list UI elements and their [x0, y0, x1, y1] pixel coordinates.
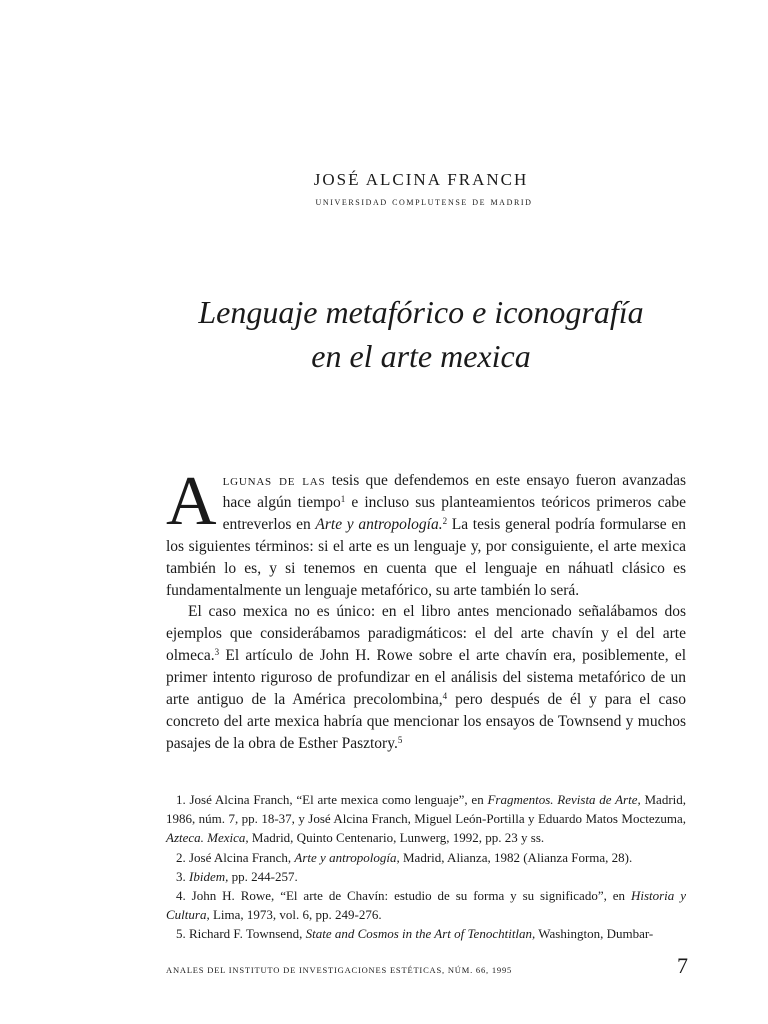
opening-small-caps: lgunas de las — [222, 472, 326, 489]
paragraph-2 — [166, 601, 686, 754]
paragraph-1-text-b: e incluso sus planteamientos teóricos primeros cabe entreverlos en — [222, 493, 687, 533]
paragraph-2-text-b: El artículo de John H. Rowe sobre el arte chavín era, posiblemente, el primer intento riguroso de profundizar en el análisis del sistema metafórico de un arte antiguo de la América precolombina, — [166, 647, 686, 709]
footnote-5-text-b: Washington, Dumbar- — [535, 926, 654, 942]
paragraph-1-text-a: tesis que defendemos en este ensayo fueron avanzadas hace algún tiempo — [222, 472, 686, 511]
author-name: JOSÉ ALCINA FRANCH — [313, 170, 529, 189]
footnote-3-ibidem: Ibidem, — [189, 868, 229, 884]
footnote-2-text-b: Madrid, Alianza, 1982 (Alianza Forma, 28). — [399, 849, 633, 865]
footnote-2-text-a: 2. José Alcina Franch, — [176, 849, 295, 865]
footnote-ref-2[interactable]: 2 — [442, 515, 448, 526]
footnote-4-journal: Historia y Cultura, — [166, 888, 686, 923]
footnote-1-text-a: 1. José Alcina Franch, “El arte mexica como lenguaje”, en — [176, 792, 488, 807]
footnotes — [166, 790, 686, 944]
footnote-ref-1[interactable]: 1 — [340, 493, 346, 504]
book-title-reference: Arte y antropología. — [315, 515, 443, 533]
footnote-4-text-a: 4. John H. Rowe, “El arte de Chavín: estudio de su forma y su significado”, en — [176, 888, 631, 904]
journal-running-footer: ANALES DEL INSTITUTO DE INVESTIGACIONES ESTÉTICAS, NÚM. 66, 1995 — [166, 965, 513, 975]
footnote-3-number: 3. — [176, 868, 189, 884]
footnote-5 — [166, 924, 686, 943]
footnote-1 — [166, 790, 686, 848]
footnote-1-text-b: Madrid, 1986, núm. 7, pp. 18-37, y José Alcina Franch, Miguel León-Portilla y Eduardo Matos Moctezuma, — [166, 792, 687, 827]
paragraph-2-text-a: El caso mexica no es único: en el libro antes mencionado señalábamos dos ejemplos que considerábamos paradigmáticos: el del arte chavín y el del arte olmeca. — [166, 603, 686, 665]
footnote-ref-5[interactable]: 5 — [397, 734, 403, 745]
paragraph-1 — [166, 463, 687, 601]
footnote-5-text-a: 5. Richard F. Townsend, — [176, 926, 306, 942]
paragraph-1-text-c: La tesis general podría formularse en los siguientes términos: si el arte es un lenguaje y, por consiguiente, el arte mexica también lo es, y si tenemos en cuenta que el lenguaje en náhuatl clásico es fundamentalmente un lenguaje metafórico, su arte también lo será. — [166, 515, 686, 599]
article-title-line-1: Lenguaje metafórico e iconografía — [198, 294, 644, 330]
footnote-3-pages: pp. 244-257. — [228, 868, 298, 884]
footnote-2-book: Arte y antropología, — [294, 849, 400, 865]
page-number: 7 — [677, 953, 688, 978]
footnote-4 — [166, 886, 686, 924]
drop-cap: A — [166, 463, 217, 540]
footnote-ref-3[interactable]: 3 — [214, 647, 220, 658]
footnote-1-journal: Fragmentos. Revista de Arte, — [487, 792, 641, 807]
paragraph-2-text-c: pero después de él y para el caso concreto del arte mexica habría que mencionar los ensayos de Townsend y muchos pasajes de la obra de Esther Pasztory. — [166, 691, 686, 752]
article-title-line-2: en el arte mexica — [311, 338, 531, 374]
footnote-ref-4[interactable]: 4 — [442, 691, 448, 702]
footnote-1-text-c: Madrid, Quinto Centenario, Lunwerg, 1992, pp. 23 y ss. — [248, 830, 545, 846]
footnote-4-text-b: Lima, 1973, vol. 6, pp. 249-276. — [209, 907, 382, 923]
article-body — [166, 463, 687, 755]
article-title — [0, 290, 768, 378]
footnote-2 — [166, 848, 686, 867]
author-affiliation: universidad complutense de madrid — [315, 196, 533, 208]
footnote-5-book: State and Cosmos in the Art of Tenochtitlan, — [305, 926, 536, 942]
footnote-1-book: Azteca. Mexica, — [166, 830, 249, 846]
footnote-3 — [166, 867, 686, 886]
